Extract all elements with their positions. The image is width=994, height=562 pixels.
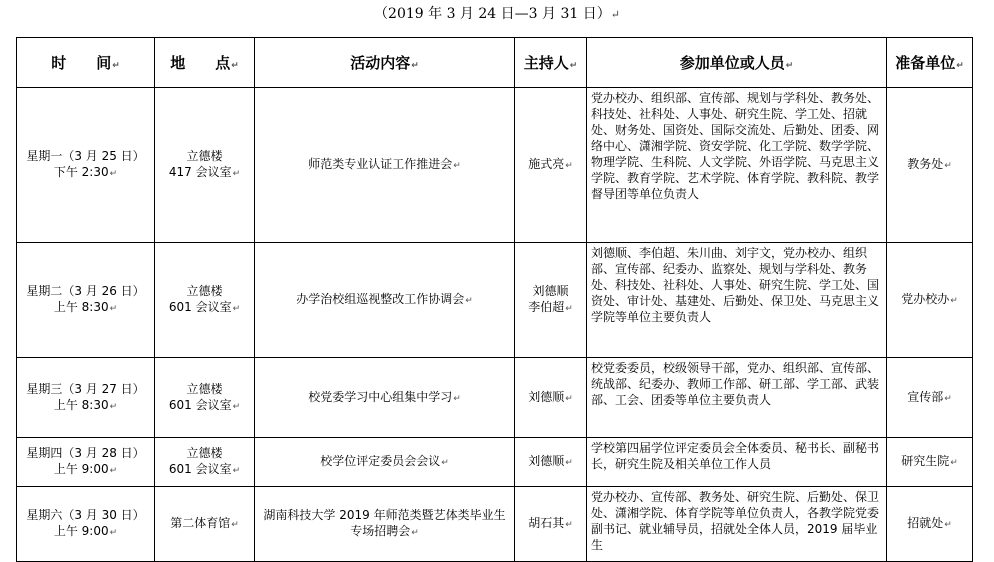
- date-range-text: （2019 年 3 月 24 日—3 月 31 日）: [374, 6, 611, 22]
- cell-host: 刘德顺 李伯超↵: [515, 243, 587, 358]
- cell-place: 立德楼 601 会议室↵: [155, 358, 255, 438]
- cell-attendees: 党办校办、组织部、宣传部、规划与学科处、教务处、科技处、社科处、人事处、研究生院、学工处、招就处、财务处、国资处、国际交流处、后勤处、团委、网络中心、潇湘学院、资安学院、化工学院、数学学院、物理学院、生科院、人文学院、外语学院、马克思主义学院、教育学院、艺术学院、体育学院、教科院、教学督导团等单位负责人: [587, 88, 887, 243]
- cell-attendees: 学校第四届学位评定委员会全体委员、秘书长、副秘书长，研究生院及相关单位工作人员: [587, 438, 887, 487]
- cell-time: 星期一（3 月 25 日） 下午 2:30↵: [17, 88, 155, 243]
- table-row: [17, 358, 973, 438]
- cell-host: 胡石其↵: [515, 487, 587, 562]
- header-time: 时 间↵: [17, 38, 155, 88]
- cell-prep: 党办校办↵: [887, 243, 973, 358]
- cell-time: 星期六（3 月 30 日） 上午 9:00↵: [17, 487, 155, 562]
- cell-prep: 研究生院↵: [887, 438, 973, 487]
- cell-time: 星期二（3 月 26 日） 上午 8:30↵: [17, 243, 155, 358]
- cell-place: 立德楼 601 会议室↵: [155, 438, 255, 487]
- cell-prep: 宣传部↵: [887, 358, 973, 438]
- schedule-table: [16, 37, 973, 562]
- header-attendees: 参加单位或人员↵: [587, 38, 887, 88]
- cell-host: 施式亮↵: [515, 88, 587, 243]
- cell-place: 立德楼 601 会议室↵: [155, 243, 255, 358]
- cell-content: 师范类专业认证工作推进会↵: [255, 88, 515, 243]
- cell-place: 立德楼 417 会议室↵: [155, 88, 255, 243]
- header-prep: 准备单位↵: [887, 38, 973, 88]
- cell-content: 办学治校组巡视整改工作协调会↵: [255, 243, 515, 358]
- header-place: 地 点↵: [155, 38, 255, 88]
- cell-content: 校学位评定委员会会议↵: [255, 438, 515, 487]
- cell-attendees: 刘德顺、李伯超、朱川曲、刘宇文，党办校办、组织部、宣传部、纪委办、监察处、规划与学科处、教务处、科技处、社科处、人事处、研究生院、学工处、国资处、审计处、基建处、后勤处、保卫处、马克思主义学院等单位主要负责人: [587, 243, 887, 358]
- cell-host: 刘德顺↵: [515, 438, 587, 487]
- paragraph-mark-icon: ↵: [610, 8, 620, 21]
- cell-attendees: 党办校办、宣传部、教务处、研究生院、后勤处、保卫处、潇湘学院、体育学院等单位负责人，各教学院党委副书记、就业辅导员，招就处全体人员，2019 届毕业生: [587, 487, 887, 562]
- cell-content: 校党委学习中心组集中学习↵: [255, 358, 515, 438]
- table-row: [17, 243, 973, 358]
- header-host: 主持人↵: [515, 38, 587, 88]
- table-header-row: [17, 38, 973, 88]
- cell-prep: 教务处↵: [887, 88, 973, 243]
- cell-place: 第二体育馆↵: [155, 487, 255, 562]
- cell-content: 湖南科技大学 2019 年师范类暨艺体类毕业生专场招聘会↵: [255, 487, 515, 562]
- cell-prep: 招就处↵: [887, 487, 973, 562]
- cell-time: 星期三（3 月 27 日） 上午 8:30↵: [17, 358, 155, 438]
- cell-host: 刘德顺↵: [515, 358, 587, 438]
- header-content: 活动内容↵: [255, 38, 515, 88]
- table-row: [17, 88, 973, 243]
- table-row: [17, 438, 973, 487]
- cell-attendees: 校党委委员，校级领导干部，党办、组织部、宣传部、统战部、纪委办、教师工作部、研工部、学工部、武装部、工会、团委等单位主要负责人: [587, 358, 887, 438]
- table-row: [17, 487, 973, 562]
- schedule-date-range: [0, 4, 994, 25]
- cell-time: 星期四（3 月 28 日） 上午 9:00↵: [17, 438, 155, 487]
